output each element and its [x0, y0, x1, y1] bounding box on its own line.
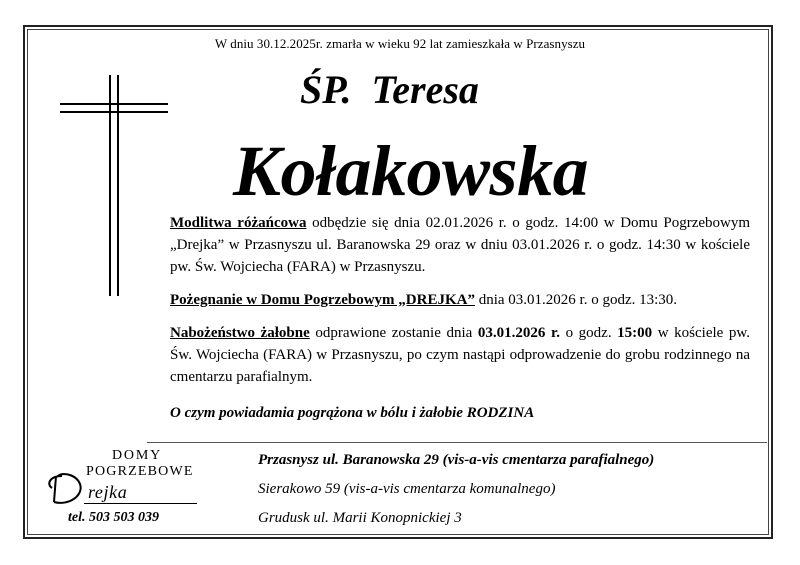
deceased-first-name: ŚP. Teresa	[300, 67, 479, 112]
phone-number: tel. 503 503 039	[68, 510, 159, 525]
logo-underline	[84, 503, 197, 504]
farewell-label: Pożegnanie w Domu Pogrzebowym „DREJKA”	[170, 292, 475, 308]
location-przasnysz: Przasnysz ul. Baranowska 29 (vis-a-vis cmentarza parafialnego)	[258, 452, 655, 468]
rosary-text: odbędzie się dnia 02.01.2026 r. o godz. 14:00 w Domu Pogrzebowym „Drejka” w Przasnyszu ul. Baranowska 29 oraz w dniu 03.01.2026 r. o godz. 14:30 w kościele pw. Św. Wojciecha (FARA) w Przasnyszu.	[170, 215, 751, 275]
location-sierakowo: Sierakowo 59 (vis-a-vis cmentarza komunalnego)	[258, 481, 556, 497]
death-intro: W dniu 30.12.2025r. zmarła w wieku 92 lat zamieszkała w Przasnyszu	[214, 36, 586, 51]
farewell-text: dnia 03.01.2026 r. o godz. 13:30.	[474, 292, 678, 308]
farewell-paragraph	[170, 289, 750, 311]
logo-line-pogrzebowe: POGRZEBOWE	[86, 464, 194, 479]
mass-label: Nabożeństwo żałobne	[170, 325, 310, 341]
mass-date: 03.01.2026 r.	[477, 325, 560, 341]
rosary-paragraph	[170, 212, 750, 278]
mass-time: 15:00	[617, 325, 653, 341]
logo-line-drejka: rejka	[88, 482, 128, 502]
footer-divider	[147, 442, 767, 443]
rosary-label: Modlitwa różańcowa	[170, 215, 307, 231]
family-closing: O czym powiadamia pogrążona w bólu i żałobie RODZINA	[170, 405, 535, 421]
mass-text-c: w kościele pw. Św. Wojciecha (FARA) w Przasnyszu, po czym nastąpi odprowadzenie do grobu rodzinnego na cmentarzu parafialnym.	[170, 325, 751, 385]
mass-paragraph	[170, 322, 750, 388]
deceased-surname: Kołakowska	[233, 131, 589, 211]
logo-line-domy: DOMY	[112, 448, 162, 463]
mass-text-a: odprawione zostanie dnia	[309, 325, 478, 341]
location-grudusk: Grudusk ul. Marii Konopnickiej 3	[258, 510, 462, 526]
mass-text-b: o godz.	[560, 325, 618, 341]
